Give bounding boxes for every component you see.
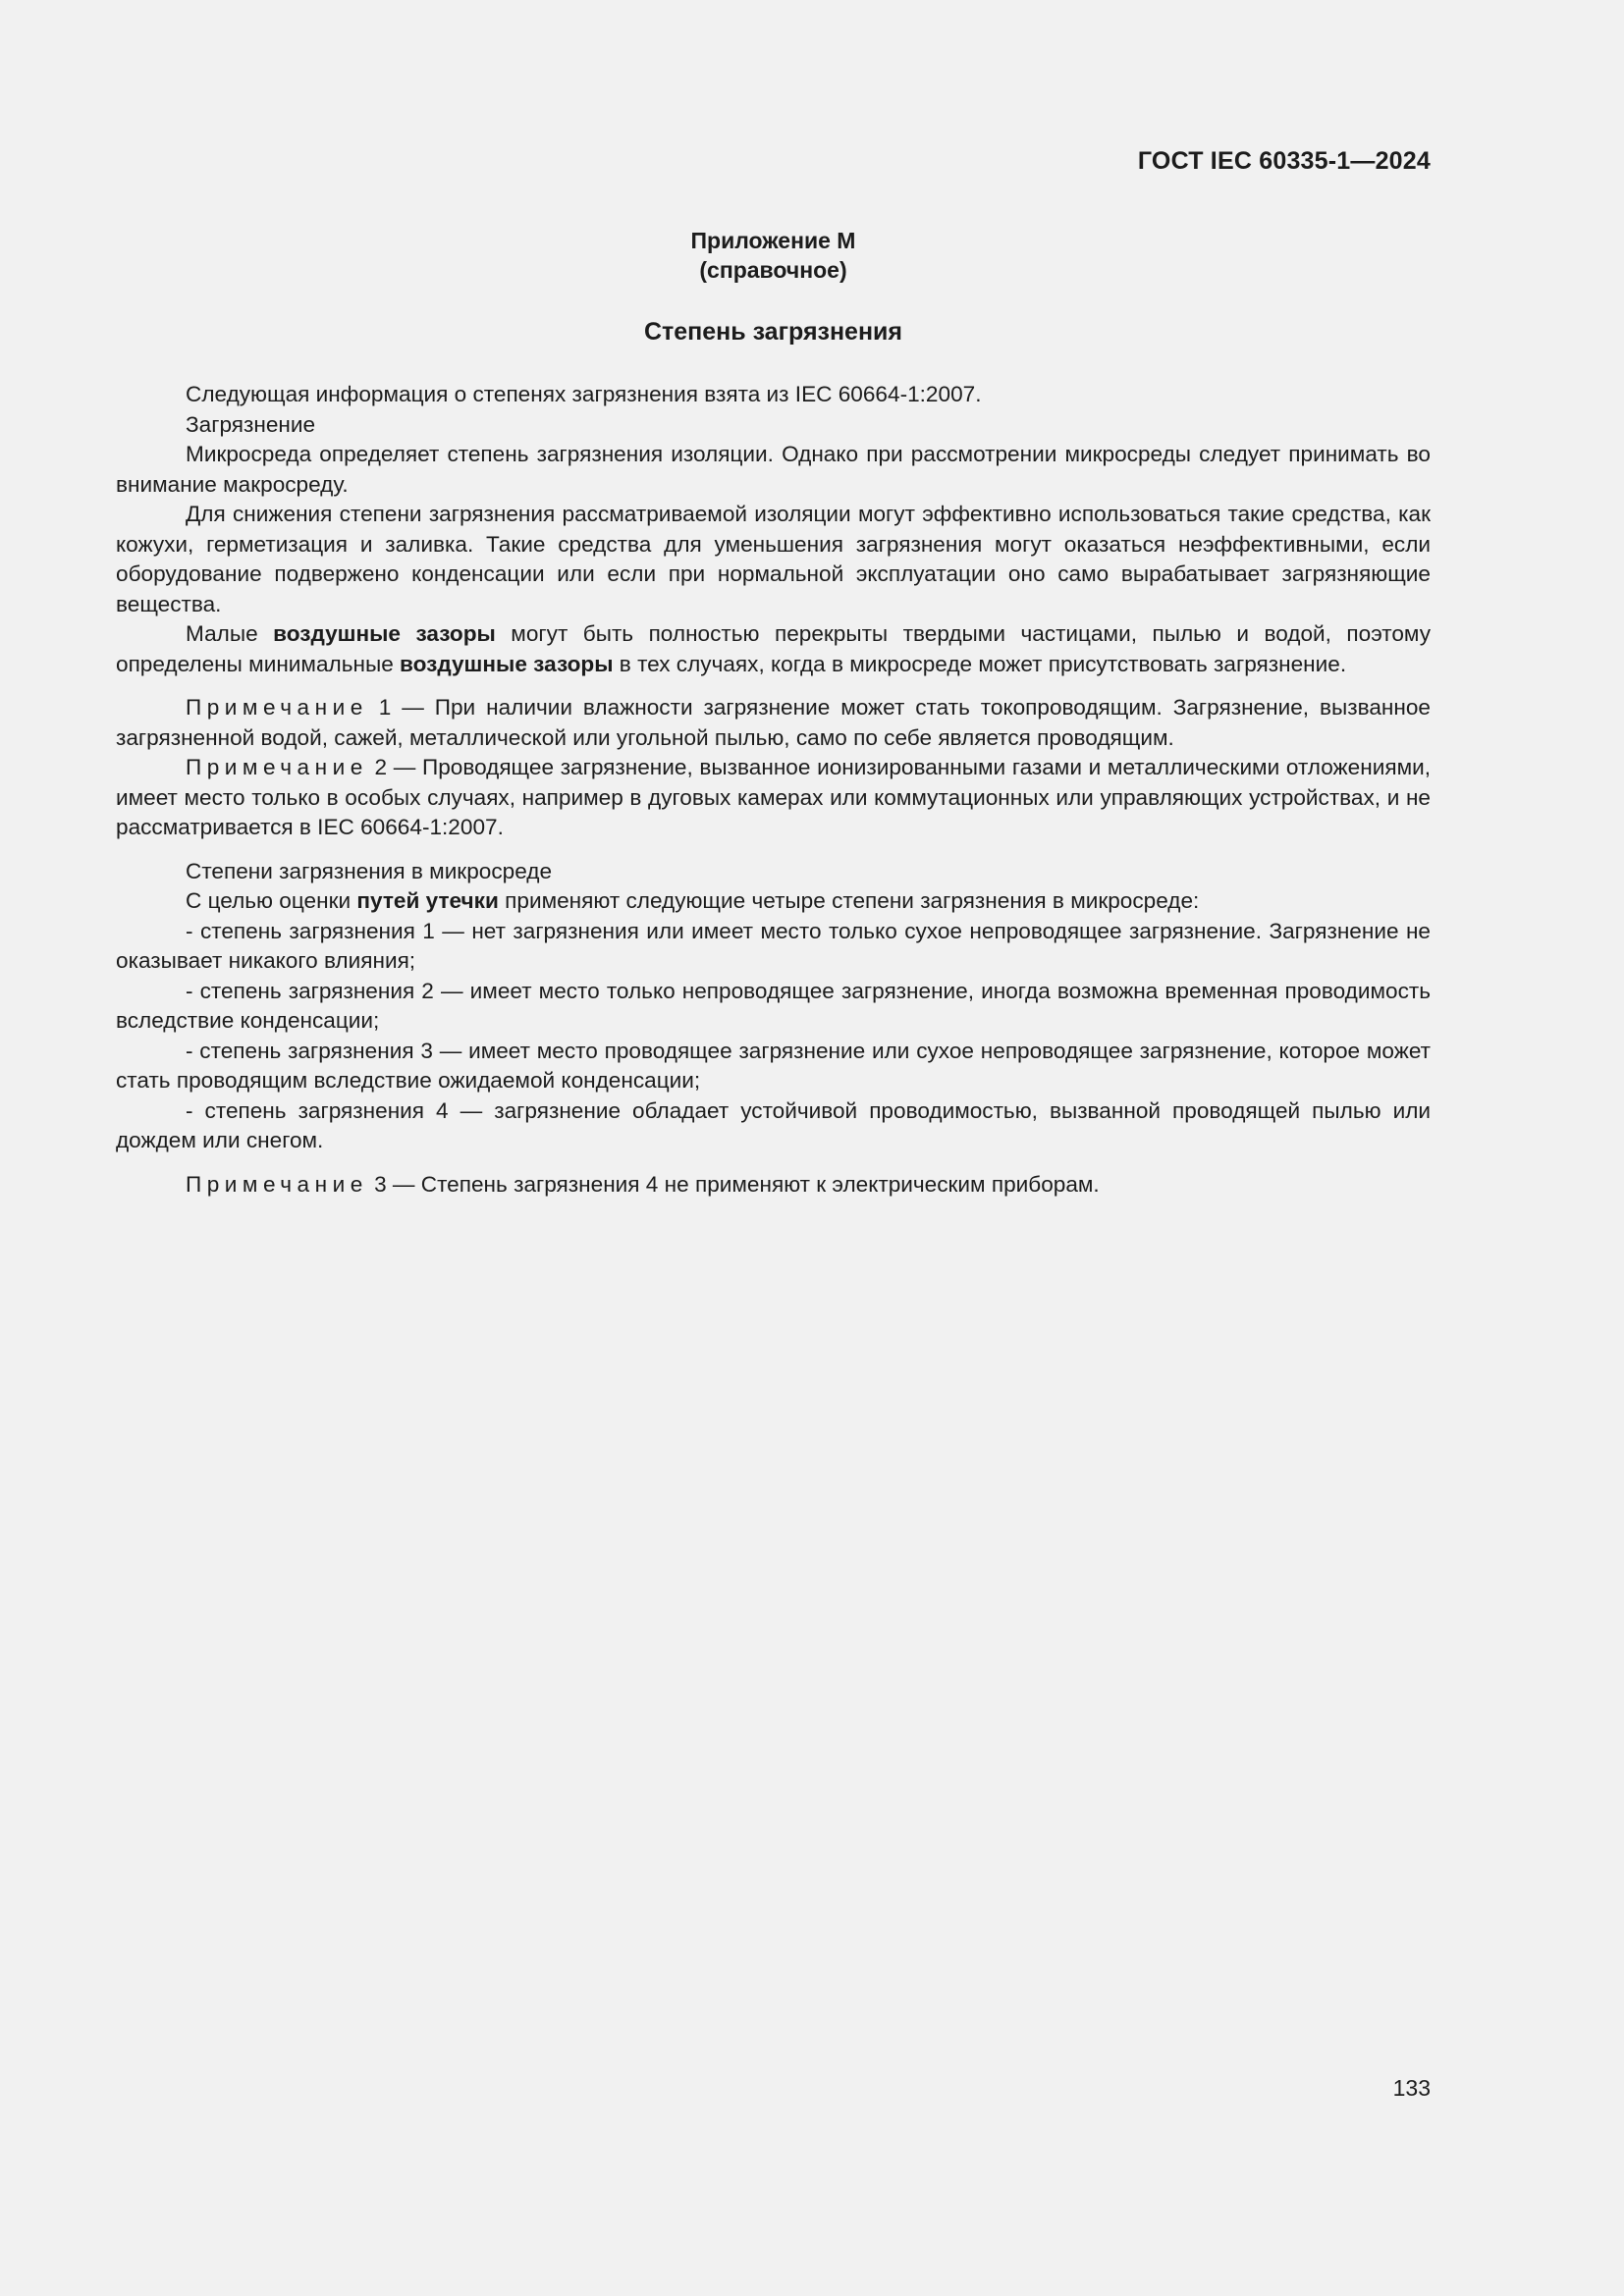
page-number: 133 xyxy=(1392,2075,1431,2101)
annex-label: Приложение М xyxy=(690,228,856,253)
paragraph-reduction: Для снижения степени загрязнения рассматриваемой изоляции могут эффективно использоваться такие средства, как кожухи, герметизация и заливка. Такие средства для уменьшения загрязнения могут оказаться неэффективными, если оборудование подвержено конденсации или если при нормальной эксплуатации оно само вырабатывает загрязняющие вещества. xyxy=(116,502,1431,616)
text-fragment: Малые xyxy=(186,621,274,646)
degree-item-3: - степень загрязнения 3 — имеет место проводящее загрязнение или сухое непроводящее загрязнение, которое может стать проводящим вследствие ожидаемой конденсации; xyxy=(116,1038,1431,1093)
term-clearances: воздушные зазоры xyxy=(400,651,614,676)
note-label: Примечание xyxy=(186,695,368,720)
annex-title: Степень загрязнения xyxy=(643,318,903,346)
paragraph-microenvironment: Микросреда определяет степень загрязнения изоляции. Однако при рассмотрении микросреды следует принимать во внимание макросреду. xyxy=(116,442,1431,497)
paragraph-degrees-intro xyxy=(116,886,1431,917)
term-clearances: воздушные зазоры xyxy=(273,621,496,646)
subheading-degrees: Степени загрязнения в микросреде xyxy=(186,858,553,883)
degree-item-1: - степень загрязнения 1 — нет загрязнения или имеет место только сухое непроводящее загрязнение. Загрязнение не оказывает никакого влияния; xyxy=(116,918,1431,973)
annex-status: (справочное) xyxy=(699,257,847,283)
note-text: 3 — Степень загрязнения 4 не применяют к электрическим приборам. xyxy=(374,1171,1100,1197)
text-fragment: применяют следующие четыре степени загрязнения в микросреде: xyxy=(498,888,1200,913)
note-3 xyxy=(116,1170,1431,1201)
note-text: 1 — При наличии влажности загрязнение может стать токопроводящим. Загрязнение, вызванное загрязненной водой, сажей, металлической или угольной пылью, само по себе является проводящим. xyxy=(116,695,1431,750)
note-2 xyxy=(116,753,1431,843)
note-1 xyxy=(116,693,1431,753)
document-code-header: ГОСТ IEC 60335-1—2024 xyxy=(1137,147,1431,175)
note-text: 2 — Проводящее загрязнение, вызванное ионизированными газами и металлическими отложениями, имеет место только в особых случаях, например в дуговых камерах или коммутационных или управляющих устройствах, и не рассматривается в IEC 60664-1:2007. xyxy=(116,755,1431,839)
term-creepage-distances: путей утечки xyxy=(356,888,499,913)
note-label: Примечание xyxy=(186,755,368,779)
paragraph-intro: Следующая информация о степенях загрязнения взята из IEC 60664-1:2007. xyxy=(186,382,982,406)
degree-item-4: - степень загрязнения 4 — загрязнение обладает устойчивой проводимостью, вызванной проводящей пылью или дождем или снегом. xyxy=(116,1097,1431,1152)
paragraph-clearances xyxy=(116,619,1431,679)
annex-heading xyxy=(116,226,1431,285)
body-text xyxy=(116,380,1431,1200)
text-fragment: С целью оценки xyxy=(186,888,357,913)
text-fragment: могут быть полностью перекрыты твердыми частицами, пылью и водой, поэтому определены минимальные xyxy=(116,621,1431,676)
degree-item-2: - степень загрязнения 2 — имеет место только непроводящее загрязнение, иногда возможна временная проводимость вследствие конденсации; xyxy=(116,978,1431,1033)
text-fragment: в тех случаях, когда в микросреде может присутствовать загрязнение. xyxy=(613,651,1347,676)
subheading-pollution: Загрязнение xyxy=(186,411,316,437)
note-label: Примечание xyxy=(186,1171,368,1197)
